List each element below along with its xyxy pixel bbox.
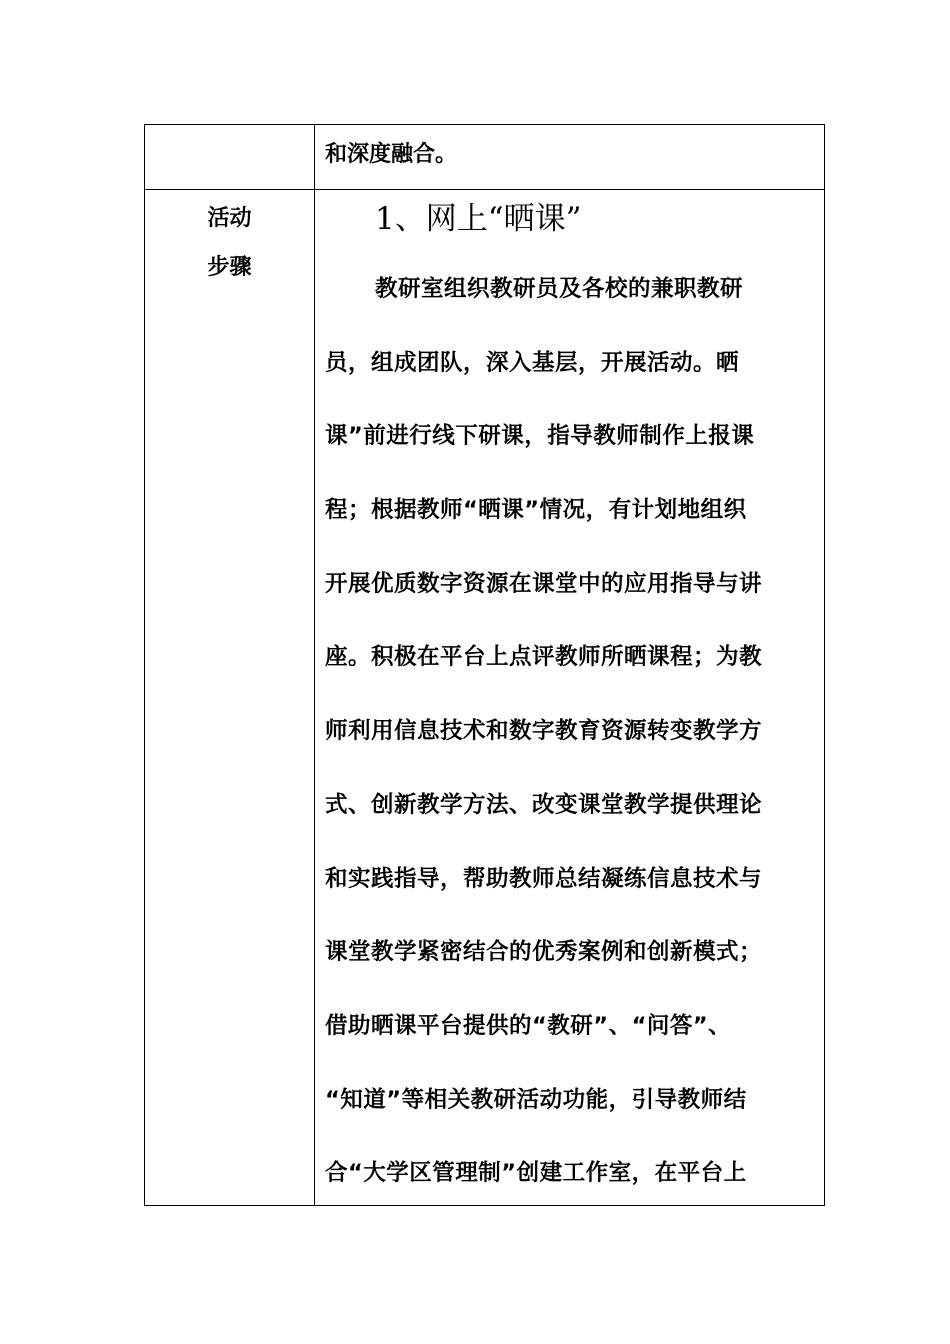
text-line: “知道”等相关教研活动功能，引导教师结 (325, 1086, 747, 1113)
body-paragraph (325, 269, 815, 1227)
column-divider (314, 125, 315, 1205)
text-line: 师利用信息技术和数字教育资源转变教学方 (325, 718, 763, 745)
text-line: 合“大学区管理制”创建工作室，在平台上 (325, 1160, 747, 1187)
document-table (144, 124, 825, 1206)
text-line: 课”前进行线下研课，指导教师制作上报课 (325, 423, 755, 450)
text-line: 式、创新教学方法、改变课堂教学提供理论 (325, 791, 763, 818)
activity-steps-label-line2: 步骤 (207, 255, 252, 280)
section-heading: 1、网上“晒课” (375, 201, 582, 237)
text-line: 员，组成团队，深入基层，开展活动。晒 (325, 349, 740, 376)
text-line: 借助晒课平台提供的“教研”、“问答”、 (325, 1012, 732, 1039)
row-divider (145, 189, 824, 190)
activity-steps-label-line1: 活动 (207, 206, 252, 231)
row1-content: 和深度融合。 (325, 142, 458, 167)
text-line: 和实践指导，帮助教师总结凝练信息技术与 (325, 865, 763, 892)
text-line: 课堂教学紧密结合的优秀案例和创新模式； (325, 939, 763, 966)
text-line: 程；根据教师“晒课”情况，有计划地组织 (325, 497, 747, 524)
text-line: 教研室组织教研员及各校的兼职教研 (375, 276, 744, 302)
text-line: 开展优质数字资源在课堂中的应用指导与讲 (325, 570, 763, 597)
text-line: 座。积极在平台上点评教师所晒课程；为教 (325, 644, 763, 671)
